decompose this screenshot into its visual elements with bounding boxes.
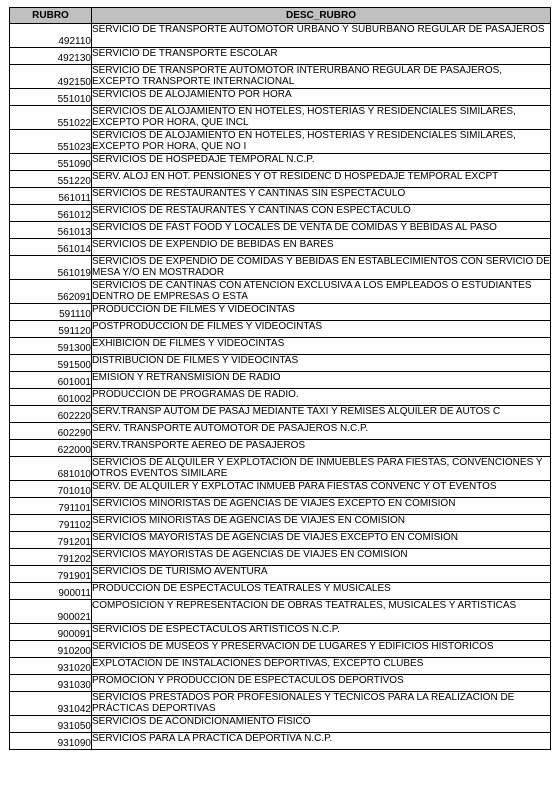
table-row	[10, 239, 551, 256]
table-row	[10, 355, 551, 372]
rubro-description-cell: SERVICIOS DE CANTINAS CON ATENCIÓN EXCLUSIVA A LOS EMPLEADOS O ESTUDIANTES DENTRO DE EMPRESAS O ESTA	[92, 280, 551, 304]
rubro-code-cell: 492150	[10, 65, 92, 89]
table-row	[10, 658, 551, 675]
rubro-code-cell: 591110	[10, 304, 92, 321]
rubro-description-cell: SERVICIOS DE ALOJAMIENTO POR HORA	[92, 89, 551, 106]
rubro-description-cell: SERVICIO DE TRANSPORTE AUTOMOTOR INTERURBANO REGULAR DE PASAJEROS, EXCEPTO TRANSPORTE INTERNACIONAL	[92, 65, 551, 89]
table-row	[10, 600, 551, 624]
rubro-description-cell: EXHIBICIÓN DE FILMES Y VIDEOCINTAS	[92, 338, 551, 355]
table-row	[10, 205, 551, 222]
table-row	[10, 566, 551, 583]
table-row	[10, 624, 551, 641]
header-rubro: RUBRO	[10, 8, 92, 24]
rubro-code-cell: 561019	[10, 256, 92, 280]
rubro-description-cell: PRODUCCIÓN DE PROGRAMAS DE RADIO.	[92, 389, 551, 406]
table-row	[10, 692, 551, 716]
rubro-code-cell: 561012	[10, 205, 92, 222]
table-row	[10, 304, 551, 321]
table-row	[10, 440, 551, 457]
table-row	[10, 256, 551, 280]
table-row	[10, 716, 551, 733]
rubro-description-cell: SERVICIOS DE MUSEOS Y PRESERVACIÓN DE LUGARES Y EDIFICIOS HISTÓRICOS	[92, 641, 551, 658]
rubro-description-cell: SERVICIOS DE RESTAURANTES Y CANTINAS SIN ESPECTÁCULO	[92, 188, 551, 205]
rubro-description-cell: DISTRIBUCIÓN DE FILMES Y VIDEOCINTAS	[92, 355, 551, 372]
table-row	[10, 338, 551, 355]
rubro-description-cell: SERV.TRANSPORTE AEREO DE PASAJEROS	[92, 440, 551, 457]
rubro-description-cell: SERVICIOS PARA LA PRÁCTICA DEPORTIVA N.C.P.	[92, 733, 551, 750]
rubro-description-cell: SERV. ALOJ EN HOT. PENSIONES Y OT RESIDENC D HOSPEDAJE TEMPORAL EXCPT	[92, 171, 551, 188]
rubro-description-cell: SERVICIOS DE ESPECTÁCULOS ARTÍSTICOS N.C.P.	[92, 624, 551, 641]
table-row	[10, 515, 551, 532]
table-row	[10, 583, 551, 600]
rubro-code-cell: 591120	[10, 321, 92, 338]
rubro-code-cell: 931050	[10, 716, 92, 733]
rubro-description-cell: SERVICIOS MAYORISTAS DE AGENCIAS DE VIAJES EXCEPTO EN COMISIÓN	[92, 532, 551, 549]
table-row	[10, 280, 551, 304]
rubro-code-cell: 561013	[10, 222, 92, 239]
rubro-code-cell: 562091	[10, 280, 92, 304]
rubro-sheet	[9, 7, 550, 750]
rubro-description-cell: SERVICIOS MINORISTAS DE AGENCIAS DE VIAJES EN COMISIÓN	[92, 515, 551, 532]
rubro-description-cell: SERVICIOS DE ALQUILER Y EXPLOTACIÓN DE INMUEBLES PARA FIESTAS, CONVENCIONES Y OTROS EVENTOS SIMILARE	[92, 457, 551, 481]
rubro-description-cell: POSTPRODUCCIÓN DE FILMES Y VIDEOCINTAS	[92, 321, 551, 338]
rubro-description-cell: SERVICIO DE TRANSPORTE ESCOLAR	[92, 48, 551, 65]
rubro-code-cell: 900091	[10, 624, 92, 641]
rubro-description-cell: PRODUCCIÓN DE ESPECTÁCULOS TEATRALES Y MUSICALES	[92, 583, 551, 600]
rubro-code-cell: 492130	[10, 48, 92, 65]
rubro-code-cell: 551022	[10, 106, 92, 130]
rubro-code-cell: 601002	[10, 389, 92, 406]
table-row	[10, 24, 551, 48]
rubro-code-cell: 561011	[10, 188, 92, 205]
table-row	[10, 65, 551, 89]
rubro-description-cell: SERVICIOS DE ALOJAMIENTO EN HOTELES, HOSTERÍAS Y RESIDENCIALES SIMILARES, EXCEPTO POR HORA, QUE NO I	[92, 130, 551, 154]
rubro-description-cell: SERVICIOS DE EXPENDIO DE COMIDAS Y BEBIDAS EN ESTABLECIMIENTOS CON SERVICIO DE MESA Y/O EN MOSTRADOR	[92, 256, 550, 278]
table-row	[10, 457, 551, 481]
table-row	[10, 733, 551, 750]
rubro-code-cell: 931090	[10, 733, 92, 750]
rubro-code-cell: 900021	[10, 600, 92, 624]
rubro-code-cell: 601001	[10, 372, 92, 389]
rubro-code-cell: 551090	[10, 154, 92, 171]
table-row	[10, 321, 551, 338]
rubro-description-cell: PRODUCCIÓN DE FILMES Y VIDEOCINTAS	[92, 304, 551, 321]
rubro-code-cell: 602290	[10, 423, 92, 440]
table-row	[10, 89, 551, 106]
rubro-description-cell: SERVICIOS DE ACONDICIONAMIENTO FÍSICO	[92, 716, 551, 733]
rubro-description-cell: SERVICIOS MAYORISTAS DE AGENCIAS DE VIAJES EN COMISIÓN	[92, 549, 551, 566]
table-row	[10, 675, 551, 692]
rubro-description-cell: SERV. DE ALQUILER Y EXPLOTAC INMUEB PARA FIESTAS CONVENC Y OT EVENTOS	[92, 481, 551, 498]
rubro-code-cell: 591300	[10, 338, 92, 355]
rubro-description-cell: SERVICIO DE TRANSPORTE AUTOMOTOR URBANO Y SUBURBANO REGULAR DE PASAJEROS	[92, 24, 551, 48]
rubro-code-cell: 791901	[10, 566, 92, 583]
rubro-code-cell: 900011	[10, 583, 92, 600]
rubro-code-cell: 622000	[10, 440, 92, 457]
rubro-code-cell: 701010	[10, 481, 92, 498]
rubro-description-cell: PROMOCIÓN Y PRODUCCIÓN DE ESPECTÁCULOS DEPORTIVOS	[92, 675, 551, 692]
rubro-code-cell: 791202	[10, 549, 92, 566]
table-body	[10, 24, 551, 750]
rubro-code-cell: 931020	[10, 658, 92, 675]
table-row	[10, 498, 551, 515]
table-row	[10, 549, 551, 566]
table-row	[10, 423, 551, 440]
table-row	[10, 641, 551, 658]
rubro-description-cell: SERVICIOS DE EXPENDIO DE BEBIDAS EN BARES	[92, 239, 551, 256]
rubro-code-cell: 551023	[10, 130, 92, 154]
table-row	[10, 372, 551, 389]
table-row	[10, 389, 551, 406]
rubro-description-cell: COMPOSICIÓN Y REPRESENTACIÓN DE OBRAS TEATRALES, MUSICALES Y ARTÍSTICAS	[92, 600, 551, 624]
rubro-description-cell: SERVICIOS DE TURISMO AVENTURA	[92, 566, 551, 583]
table-row	[10, 532, 551, 549]
table-row	[10, 222, 551, 239]
rubro-code-cell: 602220	[10, 406, 92, 423]
header-desc-rubro: DESC_RUBRO	[92, 8, 551, 24]
rubro-code-cell: 791101	[10, 498, 92, 515]
table-row	[10, 481, 551, 498]
rubro-description-cell: SERVICIOS DE FAST FOOD Y LOCALES DE VENTA DE COMIDAS Y BEBIDAS AL PASO	[92, 222, 551, 239]
rubro-code-cell: 551010	[10, 89, 92, 106]
rubro-code-cell: 561014	[10, 239, 92, 256]
rubro-description-cell: SERVICIOS DE ALOJAMIENTO EN HOTELES, HOSTERÍAS Y RESIDENCIALES SIMILARES, EXCEPTO POR HORA, QUE INCL	[92, 106, 551, 130]
table-row	[10, 130, 551, 154]
table-row	[10, 406, 551, 423]
rubro-description-cell: SERV. TRANSPORTE AUTOMOTOR DE PASAJEROS N.C.P.	[92, 423, 551, 440]
table-row	[10, 188, 551, 205]
rubro-description-cell: SERVICIOS DE HOSPEDAJE TEMPORAL N.C.P.	[92, 154, 551, 171]
rubro-description-cell: EXPLOTACIÓN DE INSTALACIONES DEPORTIVAS, EXCEPTO CLUBES	[92, 658, 551, 675]
rubro-description-cell: SERV.TRANSP AUTOM DE PASAJ MEDIANTE TAXI Y REMISES ALQUILER DE AUTOS C	[92, 406, 551, 423]
rubro-code-cell: 551220	[10, 171, 92, 188]
rubro-description-cell: EMISIÓN Y RETRANSMISIÓN DE RADIO	[92, 372, 551, 389]
rubro-code-cell: 910200	[10, 641, 92, 658]
rubro-code-cell: 931042	[10, 692, 92, 716]
table-row	[10, 48, 551, 65]
rubro-description-cell: SERVICIOS DE RESTAURANTES Y CANTINAS CON ESPECTÁCULO	[92, 205, 551, 222]
table-row	[10, 106, 551, 130]
rubro-code-cell: 591500	[10, 355, 92, 372]
rubro-code-cell: 791201	[10, 532, 92, 549]
header-row	[10, 8, 551, 24]
rubro-table	[9, 7, 551, 750]
rubro-code-cell: 791102	[10, 515, 92, 532]
rubro-code-cell: 931030	[10, 675, 92, 692]
rubro-description-cell: SERVICIOS MINORISTAS DE AGENCIAS DE VIAJES EXCEPTO EN COMISIÓN	[92, 498, 551, 515]
table-row	[10, 154, 551, 171]
table-row	[10, 171, 551, 188]
rubro-code-cell: 681010	[10, 457, 92, 481]
rubro-description-cell: SERVICIOS PRESTADOS POR PROFESIONALES Y TÉCNICOS PARA LA REALIZACIÓN DE PRÁCTICAS DEPORTIVAS	[92, 692, 551, 716]
rubro-code-cell: 492110	[10, 24, 92, 48]
